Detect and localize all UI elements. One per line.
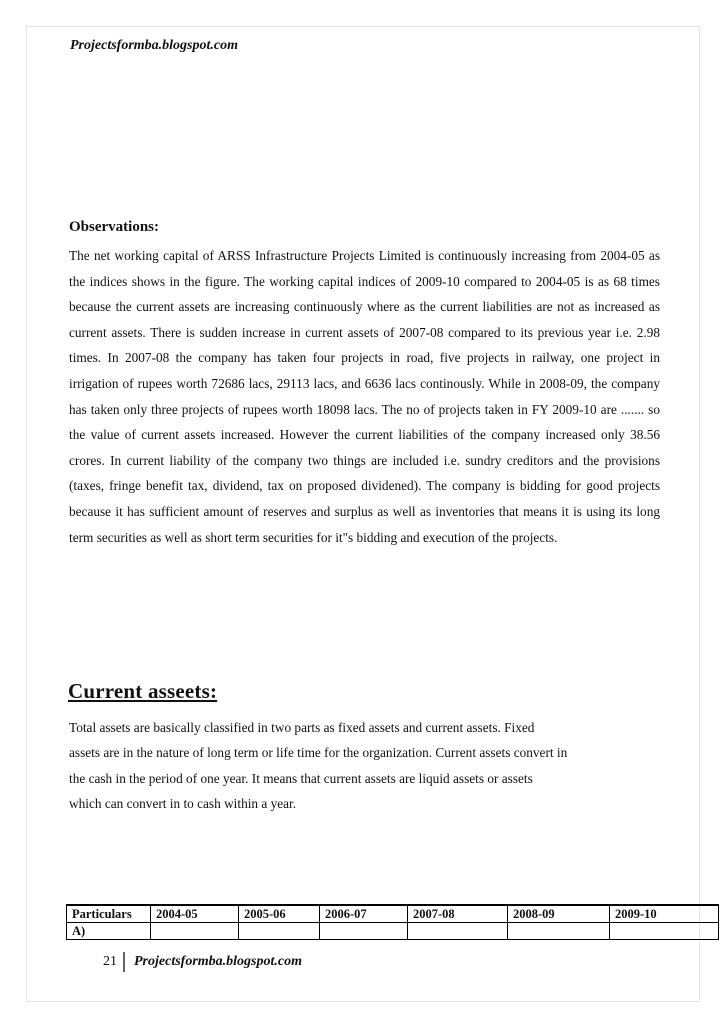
table-header-cell: 2008-09	[508, 905, 610, 923]
table-header-cell: 2005-06	[239, 905, 320, 923]
table-cell	[320, 923, 408, 940]
current-assets-heading: Current asseets:	[68, 679, 218, 703]
table-header-cell: 2007-08	[408, 905, 508, 923]
table-cell	[610, 923, 719, 940]
table-header-cell: Particulars	[67, 905, 151, 923]
table-cell	[239, 923, 320, 940]
footer-site: Projectsformba.blogspot.com	[134, 954, 302, 969]
observations-paragraph: The net working capital of ARSS Infrastructure Projects Limited is continuously increasing from 2004-05 as the indices shows in the figure. The working capital indices of 2009-10 compared to 2004-05 is as 68 times because the current assets are increasing continuously where as the current liabilities are not as increased as current assets. There is sudden increase in current assets of 2007-08 compared to its previous year i.e. 2.98 times. In 2007-08 the company has taken four projects in road, five projects in railway, one project in irrigation of rupees worth 72686 lacs, 29113 lacs, and 6636 lacs continously. While in 2008-09, the company has taken only three projects of rupees worth 18098 lacs. The no of projects taken in FY 2009-10 are ....... so the value of current assets increased. However the current liabilities of the company increased only 38.56 crores. In current liability of the company two things are included i.e. sundry creditors and the provisions (taxes, fringe benefit tax, dividend, tax on proposed dividened). The company is bidding for good projects because it has sufficient amount of reserves and surplus as well as inventories that means it is using its long term securities as well as short term securities for it"s bidding and execution of the projects.	[69, 248, 660, 545]
header-site: Projectsformba.blogspot.com	[70, 38, 238, 53]
table-header-cell: 2009-10	[610, 905, 719, 923]
footer-divider	[123, 952, 125, 972]
table-header-row	[67, 905, 719, 923]
footer	[103, 952, 302, 972]
current-assets-line: assets are in the nature of long term or life time for the organization. Current assets convert in	[69, 745, 568, 761]
current-assets-table	[66, 904, 719, 940]
page-number: 21	[103, 954, 117, 969]
current-assets-line: which can convert in to cash within a year.	[69, 796, 297, 812]
table-cell: A)	[67, 923, 151, 940]
table-cell	[151, 923, 239, 940]
table-cell	[508, 923, 610, 940]
table-header-cell: 2006-07	[320, 905, 408, 923]
observations-heading: Observations:	[69, 219, 159, 235]
table-row	[67, 923, 719, 940]
table-header-cell: 2004-05	[151, 905, 239, 923]
current-assets-paragraph	[69, 715, 660, 817]
current-assets-line: Total assets are basically classified in two parts as fixed assets and current assets. Fixed	[69, 720, 535, 735]
table-cell	[408, 923, 508, 940]
current-assets-line: the cash in the period of one year. It means that current assets are liquid assets or assets	[69, 770, 533, 786]
